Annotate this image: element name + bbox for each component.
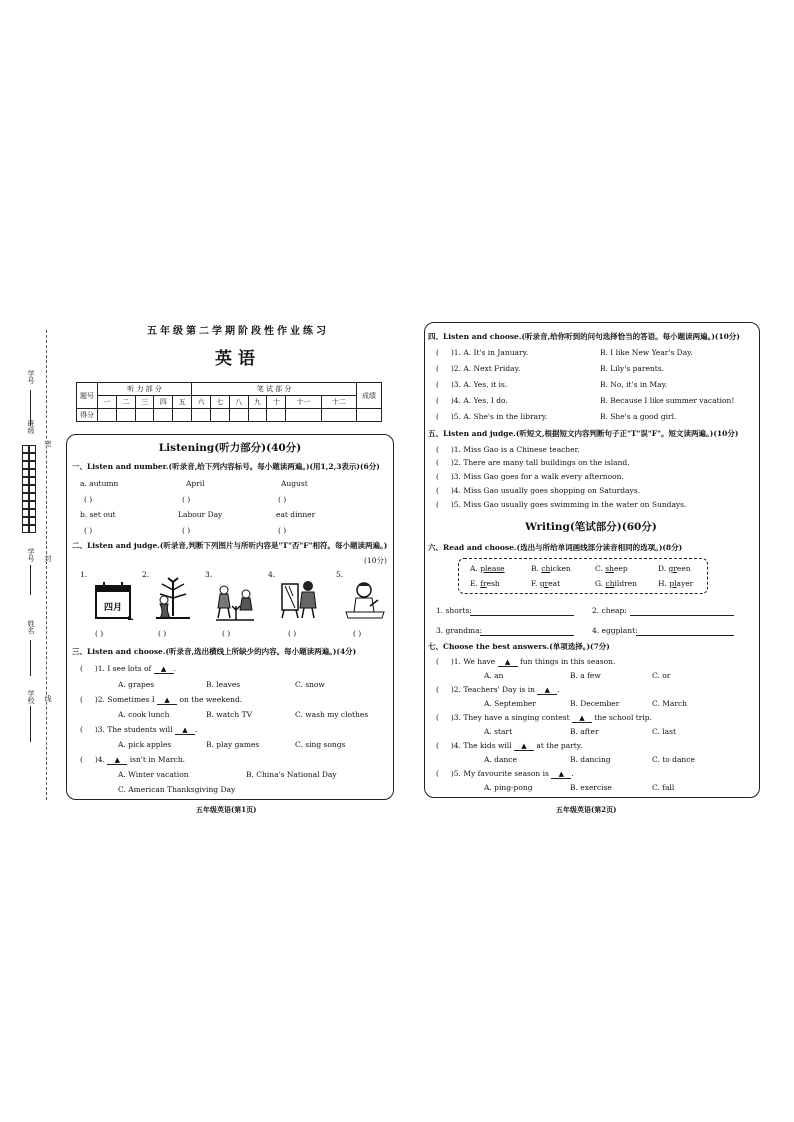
answer-line[interactable] — [480, 634, 574, 636]
binding-label-2: 班级 — [27, 420, 35, 434]
binding-line-5[interactable] — [30, 706, 32, 742]
answer-blank[interactable]: ▲ — [107, 756, 127, 765]
binding-line-3[interactable] — [30, 565, 32, 595]
option-b[interactable]: B. watch TV — [206, 710, 253, 719]
picture-number: 4. — [268, 570, 276, 579]
score-table-total: 成绩 — [357, 383, 382, 409]
answer-paren[interactable]: ( ) — [353, 629, 362, 638]
answer-line[interactable] — [636, 634, 734, 636]
answer-paren[interactable]: ( ) — [278, 526, 287, 535]
option-c[interactable]: C. fall — [652, 783, 675, 792]
answer-blank[interactable]: ▲ — [154, 665, 174, 674]
part1-item-april: April — [186, 479, 205, 488]
option-a[interactable]: A. pick apples — [118, 740, 172, 749]
part6-prompt-2: 2. cheap: — [592, 606, 627, 615]
option-a[interactable]: A. dance — [484, 755, 517, 764]
option-c[interactable]: C. American Thanksgiving Day — [118, 785, 236, 794]
option-b[interactable]: B. dancing — [570, 755, 611, 764]
part1-item-dinner: eat dinner — [276, 510, 316, 519]
option-a[interactable]: A. September — [484, 699, 536, 708]
binding-label-5: 学校 — [27, 690, 35, 704]
answer-blank[interactable]: ▲ — [537, 686, 557, 695]
binding-label-1: 学号 — [27, 370, 35, 384]
picture-number: 5. — [336, 570, 344, 579]
answer-blank[interactable]: ▲ — [572, 714, 592, 723]
answer-paren[interactable]: ( ) — [95, 629, 104, 638]
right-page-footer: 五年级英语(第2页) — [556, 805, 617, 814]
score-table-writing: 笔 试 部 分 — [192, 383, 357, 396]
answer-paren[interactable]: ( ) — [222, 629, 231, 638]
option-c[interactable]: C. snow — [295, 680, 325, 689]
part3-title: 三、Listen and choose.(听录音,选出横线上所缺少的内容。每小题读两遍。)(4分) — [72, 647, 357, 656]
answer-paren[interactable]: ( ) — [182, 526, 191, 535]
part1-item-labour: Labour Day — [178, 510, 223, 519]
boy-writing-picture — [342, 578, 388, 622]
subject-title: 英 语 — [215, 349, 255, 369]
part7-title: 七、Choose the best answers.(单项选择。)(7分) — [428, 642, 610, 651]
part1-item-august: August — [281, 479, 308, 488]
answer-blank[interactable]: ▲ — [175, 726, 195, 735]
part4-title: 四、Listen and choose.(听录音,给你听到的问句选择恰当的答语。每小题读两遍。)(10分) — [428, 332, 740, 341]
option-b[interactable]: B. after — [570, 727, 599, 736]
option-c[interactable]: C. last — [652, 727, 676, 736]
option-a[interactable]: A. grapes — [118, 680, 155, 689]
writing-section-title: Writing(笔试部分)(60分) — [525, 521, 657, 533]
option-a[interactable]: A. cook lunch — [118, 710, 170, 719]
answer-blank[interactable]: ▲ — [514, 742, 534, 751]
option-c[interactable]: C. sing songs — [295, 740, 346, 749]
option-b[interactable]: B. exercise — [570, 783, 612, 792]
option-b[interactable]: B. December — [570, 699, 620, 708]
option-a[interactable]: A. Winter vacation — [118, 770, 189, 779]
answer-line[interactable] — [470, 614, 574, 616]
part1-item-a: autumn — [89, 479, 119, 488]
option-a[interactable]: A. ping-pong — [484, 783, 533, 792]
score-table: 题号 听 力 部 分 笔 试 部 分 成绩 一 二 三 四 五 六 七 八 九 十 十一 十二 得分 — [76, 382, 382, 422]
option-a[interactable]: A. an — [484, 671, 504, 680]
kids-painting-picture — [276, 576, 322, 620]
calendar-text: 四月 — [104, 603, 123, 613]
answer-paren[interactable]: ( ) — [182, 495, 191, 504]
part2-score: (10分) — [364, 556, 387, 565]
score-table-row3-label: 得分 — [77, 409, 98, 422]
answer-paren[interactable]: ( ) — [158, 629, 167, 638]
score-table-row1-label: 题号 — [77, 383, 98, 409]
answer-paren[interactable]: ( ) — [288, 629, 297, 638]
answer-paren[interactable]: ( ) — [84, 526, 93, 535]
picture-number: 3. — [205, 570, 213, 579]
answer-line[interactable] — [630, 614, 734, 616]
part6-prompt-4: 4. eggplant: — [592, 626, 638, 635]
answer-blank[interactable]: ▲ — [551, 770, 571, 779]
picture-number: 1. — [80, 570, 88, 579]
left-page-footer: 五年级英语(第1页) — [196, 805, 257, 814]
score-table-listening: 听 力 部 分 — [98, 383, 192, 396]
answer-blank[interactable]: ▲ — [157, 696, 177, 705]
option-c[interactable]: C. to dance — [652, 755, 695, 764]
seal-mark-2: 封 — [44, 555, 52, 562]
answer-blank[interactable]: ▲ — [498, 658, 518, 667]
binding-label-3: 学号 — [27, 548, 35, 562]
part6-prompt-1: 1. shorts: — [436, 606, 472, 615]
part6-prompt-3: 3. grandma: — [436, 626, 483, 635]
seal-mark-3: 线 — [44, 695, 52, 702]
page-title: 五年级第二学期阶段性作业练习 — [147, 326, 329, 337]
girl-with-tree-picture — [150, 576, 196, 620]
part5-title: 五、Listen and judge.(听短文,根据短文内容判断句子正"T"误"F"。短文读两遍。)(10分) — [428, 429, 739, 438]
binding-label-4: 姓名 — [27, 620, 35, 634]
binding-line-4[interactable] — [30, 640, 32, 676]
option-b[interactable]: B. play games — [206, 740, 260, 749]
binding-dashed-line — [46, 330, 48, 800]
option-c[interactable]: C. wash my clothes — [295, 710, 369, 719]
option-b[interactable]: B. China's National Day — [246, 770, 337, 779]
option-b[interactable]: B. leaves — [206, 680, 241, 689]
option-b[interactable]: B. a few — [570, 671, 601, 680]
part2-title: 二、Listen and judge.(听录音,判断下列图片与所听内容是"T"否"F"相符。每小题读两遍。) — [72, 541, 388, 550]
part1-title: 一、Listen and number.(听录音,给下列内容标号。每小题读两遍。)(用1,2,3表示)(6分) — [72, 462, 380, 471]
option-c[interactable]: C. or — [652, 671, 671, 680]
seal-mark-1: 密 — [44, 440, 52, 447]
answer-paren[interactable]: ( ) — [278, 495, 287, 504]
part1-item-b: set out — [89, 510, 116, 519]
listening-section-title: Listening(听力部分)(40分) — [158, 442, 302, 454]
option-c[interactable]: C. March — [652, 699, 688, 708]
picture-number: 2. — [142, 570, 150, 579]
kids-planting-picture — [212, 580, 258, 624]
answer-paren[interactable]: ( ) — [84, 495, 93, 504]
option-a[interactable]: A. start — [484, 727, 513, 736]
part6-title: 六、Read and choose.(选出与所给单词画线部分读音相同的选项。)(8分) — [428, 543, 683, 552]
